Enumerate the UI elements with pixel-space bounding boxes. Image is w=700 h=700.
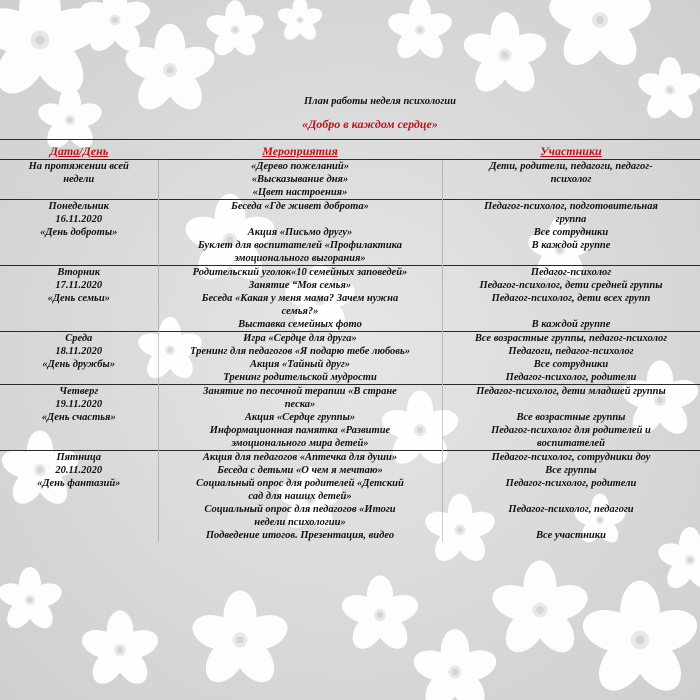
events-cell [158, 160, 442, 200]
cell-text-line: 18.11.2020 [55, 346, 103, 357]
cell-text-line: песка» [284, 399, 316, 410]
events-cell [158, 266, 442, 332]
cell-text-line: эмоционального мира детей» [231, 438, 369, 449]
cell-text-line: Выставка семейных фото [238, 319, 362, 330]
cell-text-line: 19.11.2020 [55, 399, 103, 410]
cell-text-line: воспитателей [537, 438, 605, 449]
cell-text-line: Беседа «Какая у меня мама? Зачем нужна [201, 293, 399, 304]
cell-text-line: Педагог-психолог, родители [505, 372, 637, 383]
cell-text-line: Четверг [59, 386, 99, 397]
participants-cell [442, 451, 700, 543]
cell-text-line: Все сотрудники [533, 359, 609, 370]
cell-text-line: Занятие по песочной терапии «В стране [203, 386, 397, 397]
cell-text-line: Все участники [536, 530, 606, 541]
cell-text-line: Пятница [56, 452, 101, 463]
cell-text-line: Занятие “Моя семья» [248, 280, 352, 291]
cell-text-line: Понедельник [48, 201, 109, 212]
cell-text-line: Все возрастные группы [516, 412, 626, 423]
cell-text-line: группа [555, 214, 587, 225]
day-cell [0, 451, 158, 543]
cell-text-line: «День семьи» [47, 293, 110, 304]
table-row [0, 160, 700, 200]
cell-text-line: Вторник [57, 267, 101, 278]
cell-text-line: В каждой группе [531, 240, 611, 251]
cell-text-line: Педагог-психолог, родители [505, 478, 637, 489]
document-subtitle: «Добро в каждом сердце» [302, 117, 438, 131]
schedule-table [0, 139, 700, 542]
cell-text-line [447, 516, 696, 529]
day-cell [0, 332, 158, 385]
events-cell [158, 200, 442, 266]
cell-text-line: 17.11.2020 [55, 280, 103, 291]
cell-text-line: Все группы [545, 465, 597, 476]
cell-text-line: Педагог-психолог, дети младшей группы [476, 386, 666, 397]
cell-text-line: Социальный опрос для педагогов «Итоги [204, 504, 396, 515]
header-date-day: Дата/День [0, 140, 158, 160]
cell-text-line: Родительский уголок«10 семейных заповедей» [192, 267, 408, 278]
events-cell [158, 385, 442, 451]
cell-text-line: Педагог-психолог, дети всех групп [491, 293, 651, 304]
events-cell [158, 332, 442, 385]
cell-text-line: Акция «Сердце группы» [244, 412, 356, 423]
cell-text-line: Акция «Письмо другу» [247, 227, 353, 238]
cell-text-line: недели психологии» [254, 517, 346, 528]
cell-text-line: Тренинг родительской мудрости [223, 372, 377, 383]
day-cell [0, 200, 158, 266]
cell-text-line: Педагоги, педагог-психолог [508, 346, 634, 357]
cell-text-line: Беседа «Где живет доброта» [231, 201, 369, 212]
cell-text-line: недели [63, 174, 95, 185]
cell-text-line: Педагог-психолог, дети средней группы [479, 280, 663, 291]
day-cell [0, 160, 158, 200]
cell-text-line: Педагог-психолог для родителей и [491, 425, 651, 436]
table-row [0, 332, 700, 385]
cell-text-line: Акция для педагогов «Аптечка для души» [202, 452, 398, 463]
cell-text-line [447, 398, 696, 411]
cell-text-line: Все возрастные группы, педагог-психолог [474, 333, 668, 344]
table-row [0, 266, 700, 332]
cell-text-line: Информационная памятка «Развитие [209, 425, 391, 436]
cell-text-line: Педагог-психолог, педагоги [508, 504, 634, 515]
cell-text-line: семья?» [281, 306, 319, 317]
cell-text-line: Подведение итогов. Презентация, видео [205, 530, 395, 541]
cell-text-line: «Дерево пожеланий» [251, 161, 349, 172]
cell-text-line [447, 305, 696, 318]
cell-text-line: Игра «Сердце для друга» [243, 333, 357, 344]
cell-text-line: На протяжении всей [28, 161, 129, 172]
cell-text-line: Педагог-психолог, сотрудники доу [491, 452, 651, 463]
table-row [0, 385, 700, 451]
cell-text-line: сад для наших детей» [248, 491, 352, 502]
day-cell [0, 266, 158, 332]
participants-cell [442, 160, 700, 200]
participants-cell [442, 266, 700, 332]
events-cell [158, 451, 442, 543]
cell-text-line: 16.11.2020 [55, 214, 103, 225]
cell-text-line: Педагог-психолог, подготовительная [484, 201, 658, 212]
cell-text-line: Дети, родители, педагоги, педагог- [489, 161, 653, 172]
cell-text-line: Педагог-психолог [530, 267, 612, 278]
cell-text-line: Социальный опрос для родителей «Детский [196, 478, 404, 489]
cell-text-line: Буклет для воспитателей «Профилактика [198, 240, 402, 251]
cell-text-line: 20.11.2020 [55, 465, 103, 476]
cell-text-line [163, 213, 438, 226]
participants-cell [442, 385, 700, 451]
header-events: Мероприятия [158, 140, 442, 160]
cell-text-line: «День дружбы» [42, 359, 116, 370]
cell-text-line: «День счастья» [41, 412, 116, 423]
participants-cell [442, 200, 700, 266]
cell-text-line: Все сотрудники [533, 227, 609, 238]
table-row [0, 200, 700, 266]
cell-text-line: «День доброты» [40, 227, 118, 238]
cell-text-line: «Высказывание дня» [251, 174, 349, 185]
cell-text-line: «Цвет настроения» [252, 187, 348, 198]
cell-text-line: Среда [65, 333, 93, 344]
cell-text-line [447, 490, 696, 503]
table-row [0, 451, 700, 543]
document [0, 95, 700, 542]
header-participants: Участники [442, 140, 700, 160]
table-header-row [0, 140, 700, 160]
day-cell [0, 385, 158, 451]
cell-text-line: психолог [550, 174, 592, 185]
cell-text-line: В каждой группе [531, 319, 611, 330]
document-title: План работы неделя психологии [304, 96, 456, 107]
participants-cell [442, 332, 700, 385]
cell-text-line: Беседа с детьми «О чем я мечтаю» [217, 465, 383, 476]
cell-text-line: Тренинг для педагогов «Я подарю тебе любовь» [189, 346, 411, 357]
cell-text-line: «День фантазий» [37, 478, 121, 489]
cell-text-line: Акция «Тайный друг» [249, 359, 351, 370]
cell-text-line: эмоционального выгорания» [234, 253, 366, 264]
